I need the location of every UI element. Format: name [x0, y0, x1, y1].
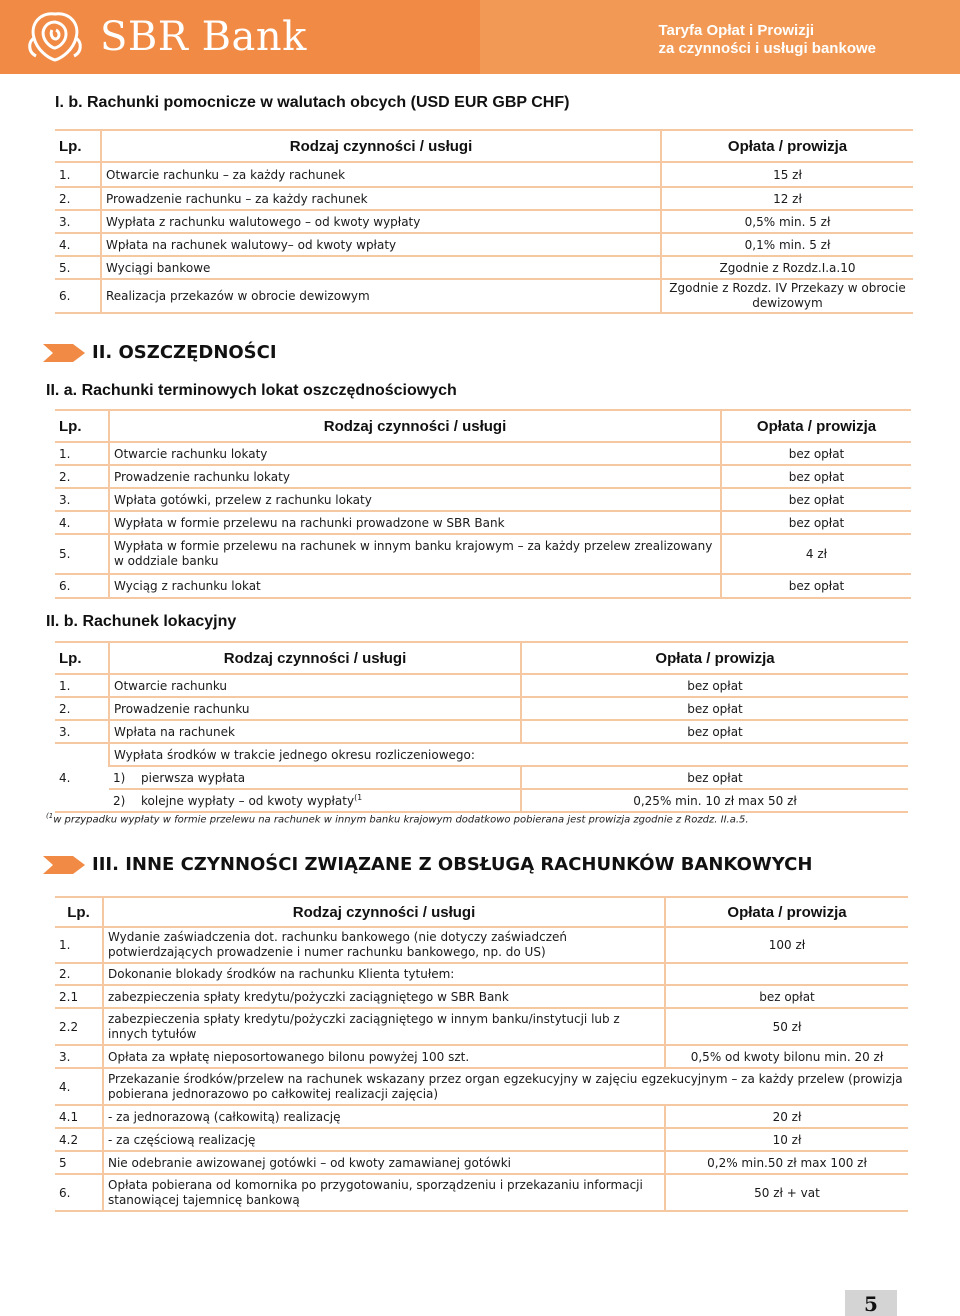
table-row	[55, 1105, 908, 1128]
table-header-row	[55, 130, 913, 162]
table-row	[55, 766, 908, 789]
row-fee: bez opłat	[521, 674, 908, 697]
row-fee: 4 zł	[721, 534, 911, 574]
row-fee: 12 zł	[661, 187, 913, 210]
table-iia	[55, 409, 911, 599]
col-header-fee: Opłata / prowizja	[721, 410, 911, 442]
table-row	[55, 743, 908, 766]
row-lp: 1.	[55, 442, 109, 465]
row-desc: Wypłata środków w trakcie jednego okresu rozliczeniowego:	[109, 743, 908, 766]
table-row	[55, 162, 913, 187]
table-row	[55, 1068, 908, 1105]
table-iii	[55, 896, 908, 1212]
section-iia-title: II. a. Rachunki terminowych lokat oszczędnościowych	[46, 382, 457, 399]
col-header-fee: Opłata / prowizja	[665, 897, 908, 927]
table-row	[55, 789, 908, 812]
table-row	[55, 574, 911, 598]
row-desc: - za częściową realizację	[103, 1128, 665, 1151]
footnote-text: w przypadku wypłaty w formie przelewu na rachunek w innym banku krajowym dodatkowo pobierana jest prowizja zgodnie z Rozdz. II.a.5.	[53, 814, 749, 826]
section-arrow-icon	[43, 856, 85, 874]
row-fee: bez opłat	[665, 985, 908, 1008]
row-lp: 5.	[55, 534, 109, 574]
table-row	[55, 927, 908, 963]
row-desc: Wypłata w formie przelewu na rachunki prowadzone w SBR Bank	[109, 511, 721, 534]
row-desc: Wypłata z rachunku walutowego – od kwoty wypłaty	[101, 210, 661, 233]
row-desc: Wypłata w formie przelewu na rachunek w innym banku krajowym – za każdy przelew zrealizowany w oddziale banku	[109, 534, 721, 574]
row-lp: 4.	[55, 1068, 103, 1105]
row-fee: 0,1% min. 5 zł	[661, 233, 913, 256]
row-desc: Wyciągi bankowe	[101, 256, 661, 279]
row-lp: 2.	[55, 697, 109, 720]
table-row	[55, 985, 908, 1008]
col-header-lp: Lp.	[55, 130, 101, 162]
row-fee: 50 zł	[665, 1008, 908, 1045]
col-header-desc: Rodzaj czynności / usługi	[109, 642, 521, 674]
row-lp: 2.1	[55, 985, 103, 1008]
row-fee: Zgodnie z Rozdz. IV Przekazy w obrocie dewizowym	[661, 279, 913, 313]
row-fee: 0,5% min. 5 zł	[661, 210, 913, 233]
row-lp: 4.	[55, 511, 109, 534]
section-ib-title: I. b. Rachunki pomocnicze w walutach obcych (USD EUR GBP CHF)	[55, 94, 570, 111]
table-row	[55, 963, 908, 985]
row-fee	[665, 963, 908, 985]
row-fee: 0,5% od kwoty bilonu min. 20 zł	[665, 1045, 908, 1068]
col-header-fee: Opłata / prowizja	[661, 130, 913, 162]
col-header-lp: Lp.	[55, 897, 103, 927]
subitem-number: 1)	[113, 770, 126, 785]
col-header-lp: Lp.	[55, 410, 109, 442]
row-desc: Prowadzenie rachunku – za każdy rachunek	[101, 187, 661, 210]
table-row	[55, 279, 913, 313]
table-row	[55, 697, 908, 720]
row-desc: Wyciąg z rachunku lokat	[109, 574, 721, 598]
row-desc: Wpłata gotówki, przelew z rachunku lokaty	[109, 488, 721, 511]
rose-logo-icon	[22, 8, 88, 66]
row-desc: Otwarcie rachunku – za każdy rachunek	[101, 162, 661, 187]
subitem-desc: kolejne wypłaty – od kwoty wypłaty	[141, 794, 355, 808]
footnote-mark: (1	[46, 812, 54, 820]
col-header-lp: Lp.	[55, 642, 109, 674]
row-fee: bez opłat	[721, 488, 911, 511]
row-desc: Opłata za wpłatę nieposortowanego bilonu powyżej 100 szt.	[103, 1045, 665, 1068]
row-lp: 6.	[55, 1174, 103, 1211]
row-desc: zabezpieczenia spłaty kredytu/pożyczki zaciągniętego w innym banku/instytucji lub z innych tytułów	[103, 1008, 665, 1045]
row-subitem	[109, 789, 521, 812]
row-lp: 3.	[55, 1045, 103, 1068]
bank-logo-text: SBR Bank	[100, 14, 307, 60]
footnote-ref: (1	[354, 793, 363, 802]
row-lp: 1.	[55, 162, 101, 187]
row-lp: 6.	[55, 574, 109, 598]
table-ib	[55, 129, 913, 314]
table-row	[55, 1174, 908, 1211]
table-header-row	[55, 410, 911, 442]
row-fee: 15 zł	[661, 162, 913, 187]
row-desc: Wpłata na rachunek walutowy– od kwoty wpłaty	[101, 233, 661, 256]
row-lp: 4.	[55, 743, 109, 812]
row-fee: 50 zł + vat	[665, 1174, 908, 1211]
row-desc: Realizacja przekazów w obrocie dewizowym	[101, 279, 661, 313]
table-row	[55, 1045, 908, 1068]
page-number: 5	[845, 1290, 897, 1316]
row-fee: Zgodnie z Rozdz.I.a.10	[661, 256, 913, 279]
table-row	[55, 210, 913, 233]
subitem-desc: pierwsza wypłata	[141, 770, 246, 785]
subitem-number: 2)	[113, 794, 126, 808]
col-header-fee: Opłata / prowizja	[521, 642, 908, 674]
row-lp: 4.	[55, 233, 101, 256]
table-row	[55, 720, 908, 743]
section-iib-title: II. b. Rachunek lokacyjny	[46, 613, 237, 630]
row-desc: Opłata pobierana od komornika po przygotowaniu, sporządzeniu i przekazaniu informacji stanowiącej tajemnicę bankową	[103, 1174, 665, 1211]
row-fee: 0,25% min. 10 zł max 50 zł	[521, 789, 908, 812]
row-lp: 1.	[55, 674, 109, 697]
table-row	[55, 1128, 908, 1151]
row-desc: Wpłata na rachunek	[109, 720, 521, 743]
row-lp: 6.	[55, 279, 101, 313]
row-desc: Przekazanie środków/przelew na rachunek wskazany przez organ egzekucyjny w zajęciu egzekucyjnym – za każdy przelew (prowizja pobierana jednorazowo po całkowitej realizacji zajęcia)	[103, 1068, 908, 1105]
row-fee: bez opłat	[721, 465, 911, 488]
table-header-row	[55, 897, 908, 927]
row-subitem	[109, 766, 521, 789]
row-fee: bez opłat	[721, 511, 911, 534]
row-desc: Wydanie zaświadczenia dot. rachunku bankowego (nie dotyczy zaświadczeń potwierdzających prowadzenie i numer rachunku bankowego, np. do US)	[103, 927, 665, 963]
row-lp: 4.1	[55, 1105, 103, 1128]
table-row	[55, 233, 913, 256]
row-fee: bez opłat	[721, 442, 911, 465]
table-row	[55, 1008, 908, 1045]
row-fee: 100 zł	[665, 927, 908, 963]
row-lp: 4.2	[55, 1128, 103, 1151]
row-fee: bez opłat	[721, 574, 911, 598]
table-row	[55, 465, 911, 488]
document-title-line1: Taryfa Opłat i Prowizji	[658, 22, 815, 39]
row-lp: 3.	[55, 210, 101, 233]
row-desc: Dokonanie blokady środków na rachunku Klienta tytułem:	[103, 963, 665, 985]
row-fee: bez opłat	[521, 766, 908, 789]
row-lp: 5.	[55, 256, 101, 279]
document-title-line2: za czynności i usługi bankowe	[658, 40, 876, 57]
row-desc: Prowadzenie rachunku lokaty	[109, 465, 721, 488]
table-row	[55, 442, 911, 465]
table-header-row	[55, 642, 908, 674]
row-lp: 5	[55, 1151, 103, 1174]
row-fee: bez opłat	[521, 720, 908, 743]
col-header-desc: Rodzaj czynności / usługi	[101, 130, 661, 162]
row-lp: 2.2	[55, 1008, 103, 1045]
document-title	[658, 22, 876, 58]
row-desc: Otwarcie rachunku lokaty	[109, 442, 721, 465]
table-row	[55, 534, 911, 574]
row-lp: 3.	[55, 488, 109, 511]
section-arrow-icon	[43, 344, 85, 362]
row-lp: 2.	[55, 465, 109, 488]
table-row	[55, 187, 913, 210]
row-desc: - za jednorazową (całkowitą) realizację	[103, 1105, 665, 1128]
row-lp: 2.	[55, 187, 101, 210]
row-desc: Otwarcie rachunku	[109, 674, 521, 697]
col-header-desc: Rodzaj czynności / usługi	[109, 410, 721, 442]
section-iii-title: III. INNE CZYNNOŚCI ZWIĄZANE Z OBSŁUGĄ RACHUNKÓW BANKOWYCH	[92, 854, 813, 875]
col-header-desc: Rodzaj czynności / usługi	[103, 897, 665, 927]
row-fee: bez opłat	[521, 697, 908, 720]
row-fee: 20 zł	[665, 1105, 908, 1128]
row-lp: 2.	[55, 963, 103, 985]
row-lp: 3.	[55, 720, 109, 743]
row-lp: 1.	[55, 927, 103, 963]
table-row	[55, 256, 913, 279]
table-row	[55, 1151, 908, 1174]
row-desc: Nie odebranie awizowanej gotówki – od kwoty zamawianej gotówki	[103, 1151, 665, 1174]
row-fee: 10 zł	[665, 1128, 908, 1151]
page-header	[0, 0, 960, 74]
table-row	[55, 511, 911, 534]
table-row	[55, 488, 911, 511]
row-fee: 0,2% min.50 zł max 100 zł	[665, 1151, 908, 1174]
row-desc: zabezpieczenia spłaty kredytu/pożyczki zaciągniętego w SBR Bank	[103, 985, 665, 1008]
row-desc: Prowadzenie rachunku	[109, 697, 521, 720]
table-iib	[55, 641, 908, 813]
table-row	[55, 674, 908, 697]
section-ii-title: II. OSZCZĘDNOŚCI	[92, 342, 277, 363]
footnote	[46, 812, 749, 825]
